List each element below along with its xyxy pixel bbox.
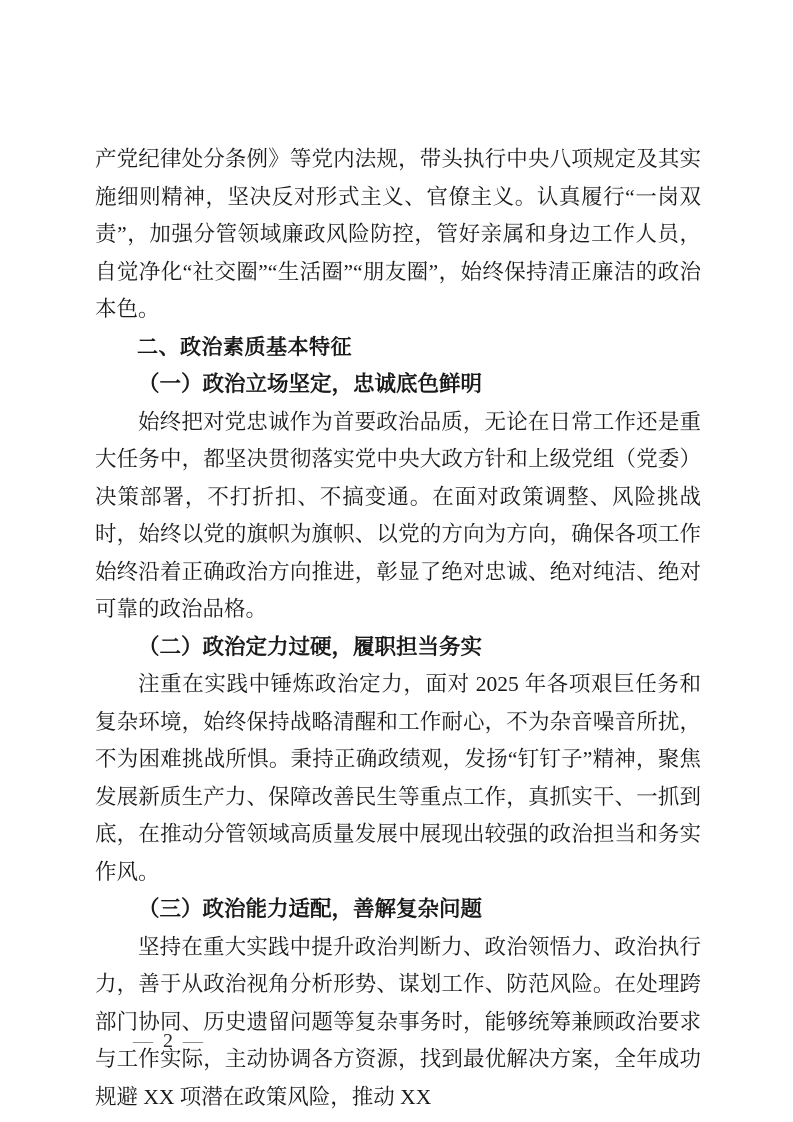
continuation-paragraph: 产党纪律处分条例》等党内法规，带头执行中央八项规定及其实施细则精神，坚决反对形式主义、官僚主义。认真履行“一岗双责”，加强分管领域廉政风险防控，管好亲属和身边工作人员，自觉净化“社交圈”“生活圈”“朋友圈”，始终保持清正廉洁的政治本色。 — [95, 147, 701, 321]
section-heading: 二、政治素质基本特征 — [137, 335, 352, 359]
footer-dash-left: — — [133, 1030, 153, 1052]
page-number: 2 — [163, 1030, 173, 1052]
subsection-1-body: 始终把对党忠诚作为首要政治品质，无论在日常工作还是重大任务中，都坚决贯彻落实党中央大政方针和上级党组（党委）决策部署，不打折扣、不搞变通。在面对政策调整、风险挑战时，始终以党的旗帜为旗帜、以党的方向为方向，确保各项工作始终沿着正确政治方向推进，彰显了绝对忠诚、绝对纯洁、绝对可靠的政治品格。 — [95, 409, 701, 621]
subsection-2-heading: （二）政治定力过硬，履职担当务实 — [138, 634, 483, 659]
subsection-2-body: 注重在实践中锤炼政治定力，面对 2025 年各项艰巨任务和复杂环境，始终保持战略清醒和工作耐心，不为杂音噪音所扰，不为困难挑战所惧。秉持正确政绩观，发扬“钉钉子”精神，聚焦发展新质生产力、保障改善民生等重点工作，真抓实干、一抓到底，在推动分管领域高质量发展中展现出较强的政治担当和务实作风。 — [95, 672, 701, 884]
subsection-3-heading: （三）政治能力适配，善解复杂问题 — [138, 897, 483, 921]
subsection-1-heading: （一）政治立场坚定，忠诚底色鲜明 — [138, 372, 483, 396]
document-body — [95, 141, 701, 1116]
subsection-3-body: 坚持在重大实践中提升政治判断力、政治领悟力、政治执行力，善于从政治视角分析形势、谋划工作、防范风险。在处理跨部门协同、历史遗留问题等复杂事务时，能够统筹兼顾政治要求与工作实际，主动协调各方资源，找到最优解决方案，全年成功规避 XX 项潜在政策风险，推动 XX — [95, 934, 701, 1109]
page-footer — [133, 1030, 203, 1053]
footer-dash-right: — — [183, 1030, 203, 1052]
